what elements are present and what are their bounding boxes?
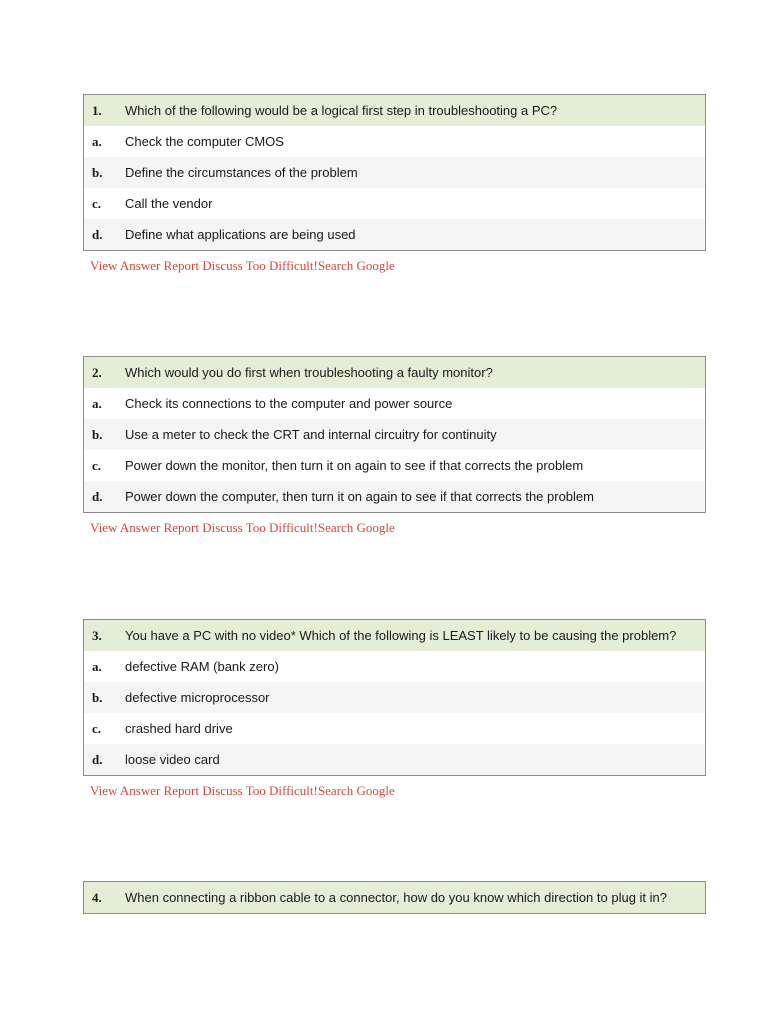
option-text: crashed hard drive [125,721,233,736]
option-letter: c. [92,457,102,473]
option-letter: c. [92,195,102,211]
question-2 [83,356,706,536]
search-google-link[interactable]: Search Google [317,520,395,535]
option-letter: d. [92,751,103,767]
question-links [83,258,706,274]
option-d[interactable] [84,481,705,512]
question-table [83,881,706,914]
question-4 [83,881,706,914]
report-link[interactable]: Report [163,258,199,273]
option-text: Call the vendor [125,196,213,211]
option-c[interactable] [84,188,705,219]
search-google-link[interactable]: Search Google [317,258,395,273]
option-text: Define the circumstances of the problem [125,165,358,180]
question-number: 2. [92,364,102,380]
question-text: When connecting a ribbon cable to a connector, how do you know which direction to plug it in? [125,890,668,905]
option-text: Check its connections to the computer and power source [125,396,453,411]
option-letter: a. [92,658,102,674]
option-text: Power down the monitor, then turn it on again to see if that corrects the problem [125,458,584,473]
option-letter: a. [92,395,102,411]
view-answer-link[interactable]: View Answer [90,520,161,535]
question-text: Which of the following would be a logical first step in troubleshooting a PC? [125,103,558,118]
discuss-link[interactable]: Discuss [202,258,243,273]
question-number: 4. [92,889,102,905]
option-c[interactable] [84,713,705,744]
option-letter: c. [92,720,102,736]
question-3 [83,619,706,799]
question-header [84,620,705,651]
option-c[interactable] [84,450,705,481]
option-b[interactable] [84,419,705,450]
question-1 [83,94,706,274]
option-text: Use a meter to check the CRT and internal circuitry for continuity [125,427,497,442]
option-text: Check the computer CMOS [125,134,284,149]
view-answer-link[interactable]: View Answer [90,258,161,273]
option-text: defective RAM (bank zero) [125,659,279,674]
too-difficult-link[interactable]: Too Difficult! [245,783,318,798]
option-a[interactable] [84,388,705,419]
option-b[interactable] [84,157,705,188]
option-text: defective microprocessor [125,690,270,705]
discuss-link[interactable]: Discuss [202,783,243,798]
too-difficult-link[interactable]: Too Difficult! [245,258,318,273]
option-a[interactable] [84,126,705,157]
option-text: Power down the computer, then turn it on again to see if that corrects the problem [125,489,594,504]
question-links [83,520,706,536]
question-number: 1. [92,102,102,118]
option-letter: b. [92,689,103,705]
option-letter: a. [92,133,102,149]
question-table [83,356,706,513]
option-letter: d. [92,488,103,504]
option-letter: b. [92,426,103,442]
discuss-link[interactable]: Discuss [202,520,243,535]
question-text: You have a PC with no video* Which of the following is LEAST likely to be causing the problem? [125,628,677,643]
option-b[interactable] [84,682,705,713]
option-letter: d. [92,226,103,242]
option-a[interactable] [84,651,705,682]
question-table [83,619,706,776]
question-links [83,783,706,799]
option-text: loose video card [125,752,220,767]
question-table [83,94,706,251]
question-header [84,882,705,913]
search-google-link[interactable]: Search Google [317,783,395,798]
option-letter: b. [92,164,103,180]
too-difficult-link[interactable]: Too Difficult! [245,520,318,535]
question-number: 3. [92,627,102,643]
question-text: Which would you do first when troubleshooting a faulty monitor? [125,365,493,380]
report-link[interactable]: Report [163,783,199,798]
question-header [84,95,705,126]
view-answer-link[interactable]: View Answer [90,783,161,798]
option-d[interactable] [84,744,705,775]
option-text: Define what applications are being used [125,227,356,242]
question-header [84,357,705,388]
report-link[interactable]: Report [163,520,199,535]
option-d[interactable] [84,219,705,250]
